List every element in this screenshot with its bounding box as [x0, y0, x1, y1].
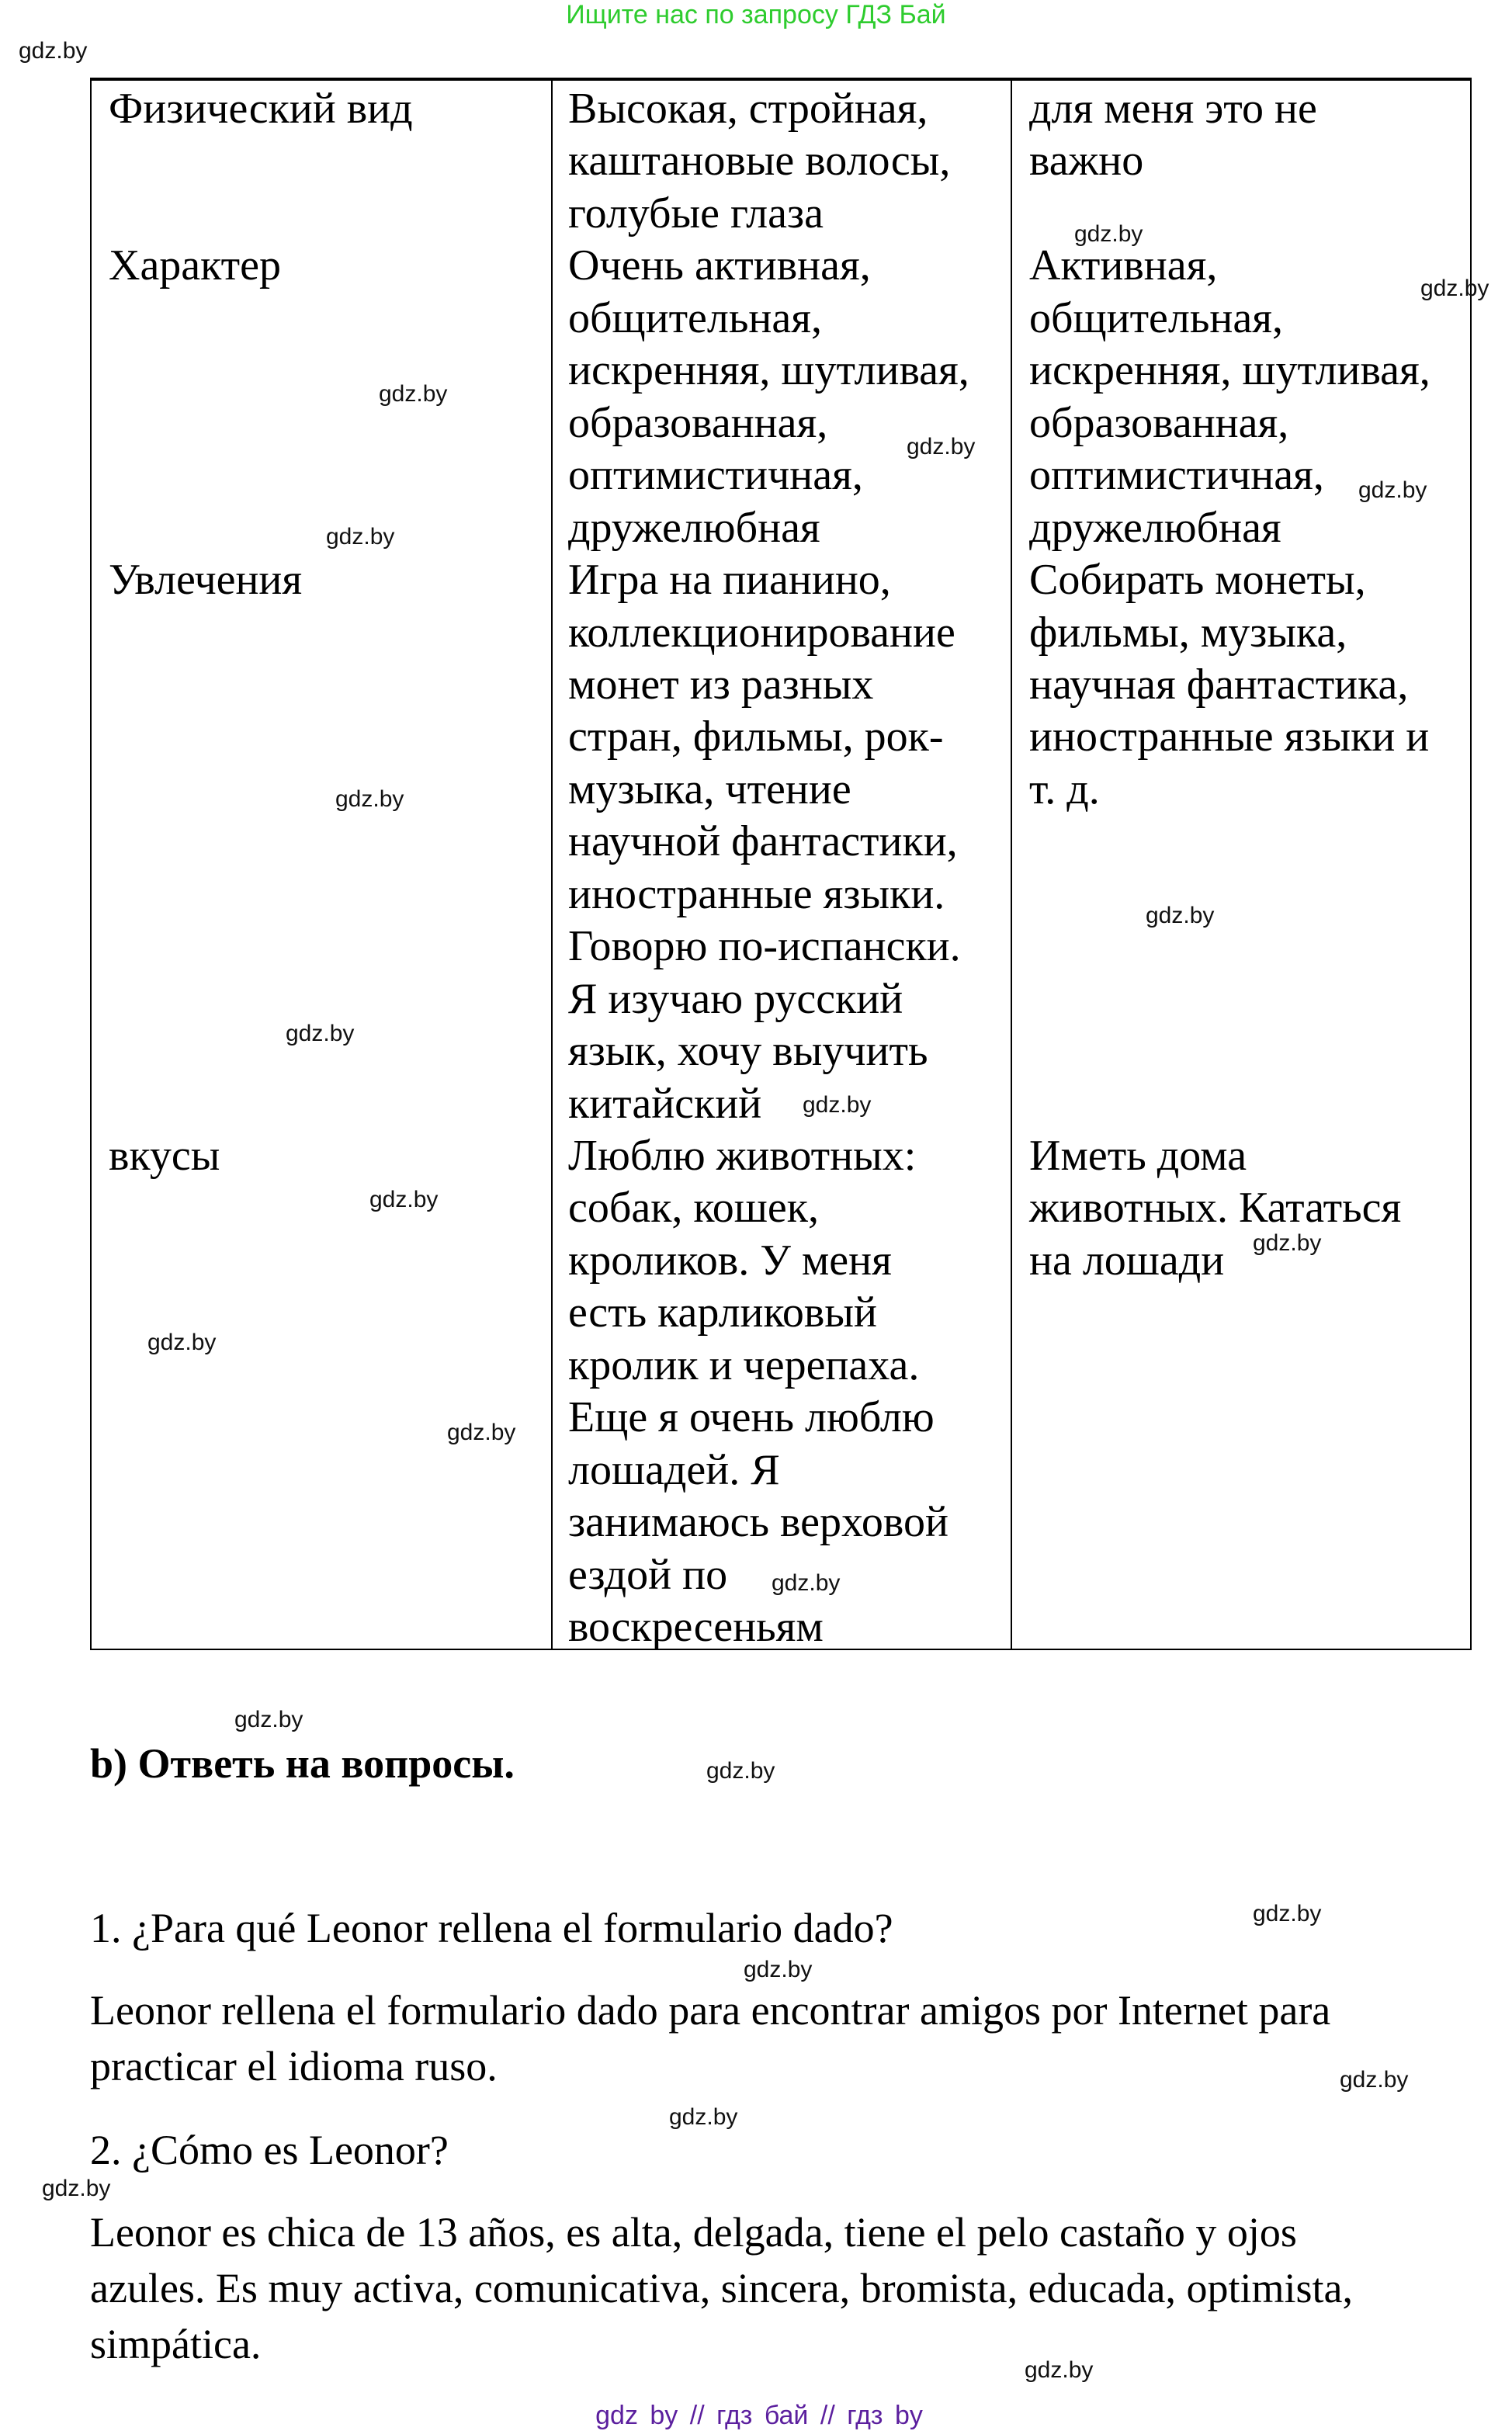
table-cell-line: ездой по [568, 1550, 728, 1599]
watermark-text: gdz.by [803, 1092, 872, 1118]
watermark-text: gdz.by [335, 786, 404, 812]
watermark-text: gdz.by [326, 524, 395, 550]
table-cell-line: научная фантастика, [1029, 660, 1409, 709]
table-cell-line: общительная, [1029, 293, 1283, 342]
watermark-text: gdz.by [42, 2176, 111, 2201]
column-divider [1011, 81, 1012, 1649]
table-cell-line: каштановые волосы, [568, 137, 951, 186]
table-cell-line: занимаюсь верховой [568, 1498, 948, 1547]
table-cell-line: искренняя, шутливая, [568, 346, 969, 395]
table-cell-line: Я изучаю русский [568, 974, 903, 1023]
search-hint-banner: Ищите нас по запросу ГДЗ Бай [566, 0, 946, 29]
table-cell-line: иностранные языки. [568, 869, 945, 918]
table-cell-line: Физический вид [109, 85, 413, 133]
table-cell-line: дружелюбная [568, 503, 820, 552]
answer-1-line: Leonor rellena el formulario dado para encontrar amigos por Internet para [90, 1987, 1331, 2034]
table-cell-line: искренняя, шутливая, [1029, 346, 1431, 395]
table-cell-line: лошадей. Я [568, 1445, 780, 1494]
answer-2-line: simpática. [90, 2321, 262, 2367]
table-cell-line: Характер [109, 241, 281, 290]
table-cell-line: музыка, чтение [568, 765, 851, 813]
table-cell-line: оптимистичная, [1029, 451, 1324, 500]
table-cell-line: Игра на пианино, [568, 556, 891, 605]
watermark-text: gdz.by [286, 1021, 355, 1046]
watermark-text: gdz.by [669, 2104, 738, 2130]
watermark-text: gdz.by [706, 1758, 775, 1784]
table-cell-line: образованная, [568, 398, 828, 447]
table-cell-line: собак, кошек, [568, 1184, 819, 1233]
watermark-text: gdz.by [744, 1957, 813, 1982]
table-cell-line: Увлечения [109, 556, 303, 605]
table-cell-line: Иметь дома [1029, 1132, 1247, 1180]
table-cell-line: иностранные языки и [1029, 713, 1430, 761]
watermark-text: gdz.by [1358, 477, 1427, 503]
table-cell-line: т. д. [1029, 765, 1100, 813]
table-cell-line: кролик и черепаха. [568, 1340, 920, 1389]
table-cell-line: для меня это не [1029, 85, 1317, 133]
footer-links[interactable]: gdz by // гдз бай // гдз by [595, 2401, 923, 2430]
section-title: b) Ответь на вопросы. [90, 1740, 515, 1787]
watermark-text: gdz.by [1074, 221, 1143, 247]
table-cell-line: важно [1029, 137, 1144, 186]
question-1: 1. ¿Para qué Leonor rellena el formulario dado? [90, 1905, 893, 1951]
table-cell-line: коллекционирование [568, 608, 955, 657]
table-cell-line: Активная, [1029, 241, 1218, 290]
watermark-text: gdz.by [234, 1707, 303, 1732]
table-cell-line: стран, фильмы, рок- [568, 713, 944, 761]
table-cell-line: воскресеньям [568, 1603, 824, 1652]
table-cell-line: образованная, [1029, 398, 1289, 447]
table-cell-line: на лошади [1029, 1236, 1225, 1285]
table-cell-line: дружелюбная [1029, 503, 1281, 552]
watermark-text: gdz.by [772, 1570, 841, 1596]
watermark-text: gdz.by [907, 434, 976, 459]
question-2: 2. ¿Cómo es Leonor? [90, 2127, 449, 2173]
table-cell-line: Люблю животных: [568, 1132, 917, 1180]
watermark-text: gdz.by [1146, 903, 1215, 928]
table-cell-line: фильмы, музыка, [1029, 608, 1347, 657]
answer-1-line: practicar el idioma ruso. [90, 2043, 498, 2089]
table-cell-line: Собирать монеты, [1029, 556, 1366, 605]
table-cell-line: есть карликовый [568, 1288, 877, 1337]
table-cell-line: голубые глаза [568, 189, 824, 238]
watermark-text: gdz.by [1253, 1230, 1322, 1256]
table-cell-line: Высокая, стройная, [568, 85, 928, 133]
watermark-text: gdz.by [1340, 2067, 1409, 2093]
table-cell-line: Говорю по-испански. [568, 922, 961, 971]
table-cell-line: общительная, [568, 293, 822, 342]
watermark-text: gdz.by [447, 1420, 516, 1445]
watermark-text: gdz.by [369, 1187, 439, 1212]
table-cell-line: научной фантастики, [568, 817, 958, 866]
watermark-text: gdz.by [1253, 1901, 1322, 1926]
watermark-text: gdz.by [19, 38, 88, 64]
table-cell-line: Еще я очень люблю [568, 1393, 935, 1442]
answer-2-line: azules. Es muy activa, comunicativa, sincera, bromista, educada, optimista, [90, 2265, 1353, 2311]
table-cell-line: животных. Кататься [1029, 1184, 1402, 1233]
watermark-text: gdz.by [1420, 276, 1489, 301]
table-cell-line: Очень активная, [568, 241, 871, 290]
table-cell-line: кроликов. У меня [568, 1236, 892, 1285]
table-cell-line: вкусы [109, 1132, 220, 1180]
watermark-text: gdz.by [147, 1330, 217, 1355]
table-cell-line: китайский [568, 1079, 762, 1128]
watermark-text: gdz.by [379, 381, 448, 407]
table-cell-line: язык, хочу выучить [568, 1027, 928, 1076]
answer-2-line: Leonor es chica de 13 años, es alta, delgada, tiene el pelo castaño y ojos [90, 2209, 1297, 2256]
watermark-text: gdz.by [1025, 2357, 1094, 2383]
table-cell-line: монет из разных [568, 660, 874, 709]
column-divider [551, 81, 553, 1649]
table-cell-line: оптимистичная, [568, 451, 863, 500]
